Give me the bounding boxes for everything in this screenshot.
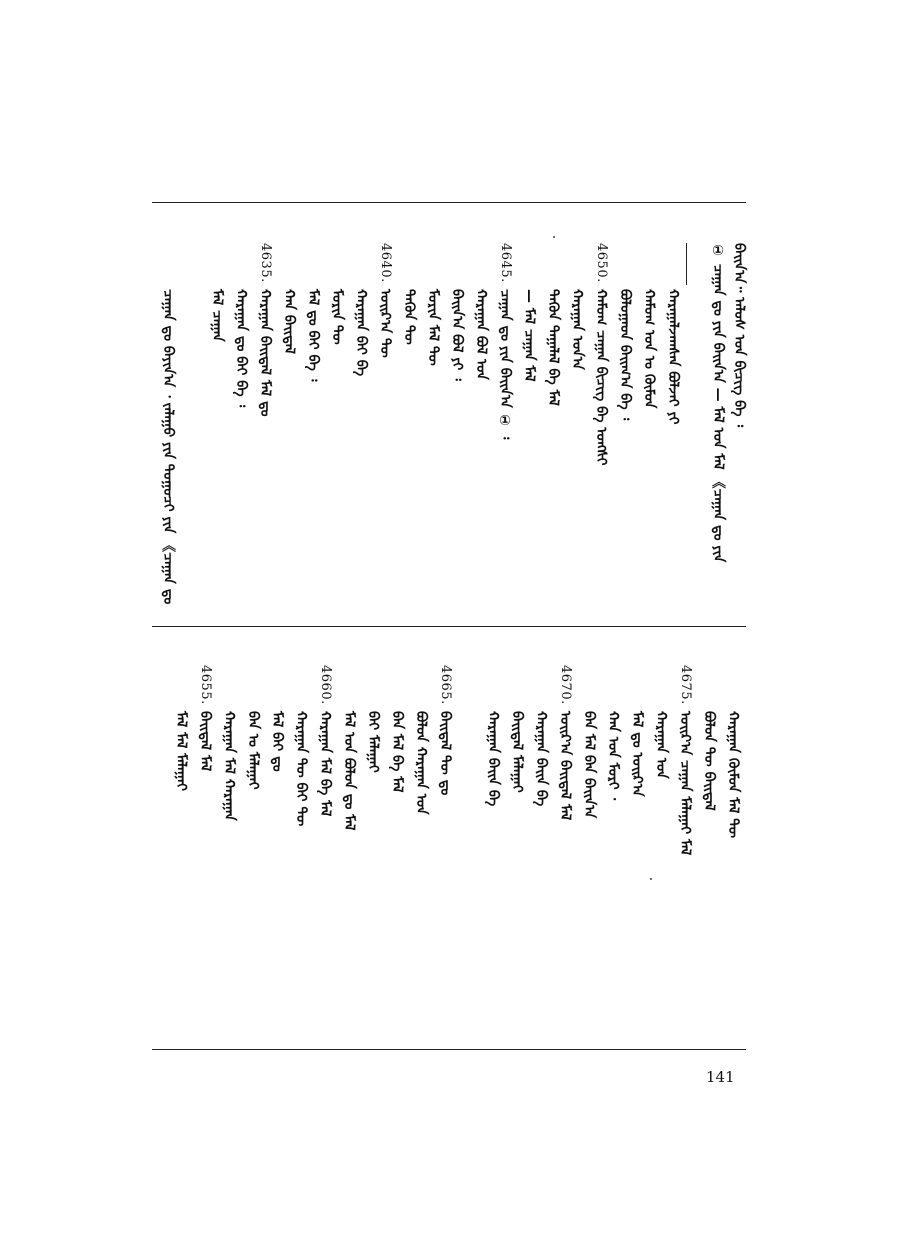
verse-number: 4650. (594, 243, 609, 283)
text-column: ᠬᠠᠨ ᠤᠨ ᠮᠣᠷᠢ ᠂ (605, 711, 621, 801)
text-column: ᠬᠠᠮᠤᠭ ᠤᠨ ᠤ ᠬᠦᠮᠦᠨ (641, 289, 657, 409)
text-column: ᠣᠢᠷ᠎ᠠ ᠲᠦ (377, 289, 393, 358)
text-column: ᠬᠠᠷᠠᠭᠠᠨ ᠳᠤ ᠪᠠᠢ ᠪᠠ ᠄ (233, 289, 249, 408)
text-column: ᠮᠠᠯ ᠳᠤ ᠪᠠᠢ ᠪᠠ ᠄ (305, 289, 321, 382)
text-column: ᠬᠠᠨ ᠪᠠᠢᠳᠠᠯ (281, 289, 297, 355)
text-column: ᠪᠠᠢ᠌ᠨ᠎ᠠ᠃ ᠠᠯᠤᠰ ᠤᠨ ᠪᠢᠴᠢᠭ ᠪᠠ ᠄ (731, 243, 747, 427)
verse-number: 4645. (498, 243, 513, 283)
footnote-text: ① ᠴᠠᠭᠠᠨ ᠳᠤ ᠶᠢᠨ ᠪᠠᠢᠨ᠎ᠠ — ᠮᠠᠯ ᠤᠨ ᠮᠠᠯ 《ᠴᠠᠭᠠᠨ ᠳᠤ ᠶᠢᠨ (710, 243, 726, 563)
verse-number: 4655. (198, 665, 213, 705)
text-column: ᠬᠠᠷᠠᠭᠠᠨ ᠪᠠᠢᠳᠠᠯ ᠮᠠᠯ ᠳᠤ (257, 289, 273, 417)
text-column: ᠬᠠᠷᠠᠭᠠᠨ ᠤᠨ (653, 711, 669, 779)
verse-number: 4660. (318, 665, 333, 705)
text-column: ᠪᠠᠢᠳᠠᠯ ᠮᠠᠯᠠᠭᠠᠢ (509, 711, 525, 793)
text-column: ᠪᠠᠢᠳᠠᠯ ᠲᠦ ᠳᠤ (437, 711, 453, 796)
text-column: ᠪᠠᠢᠨ᠎ᠠ ᠪᠣᠯ ᠶᠢ ᠄ (449, 289, 465, 381)
text-column: ᠮᠠᠯ ᠪᠠᠢ ᠳᠤ (269, 711, 285, 772)
verse-number: 4675. (678, 665, 693, 705)
middle-rule (152, 626, 746, 627)
text-column: ᠪᠠᠨ ᠤ ᠮᠠᠯᠠᠭᠠᠢ (245, 711, 261, 790)
top-section (0, 243, 899, 623)
verse-number: 4640. (378, 243, 393, 283)
text-column: ᠣᠢᠷ᠎ᠠ ᠪᠠᠢᠳᠠᠯ ᠮᠠᠯ (557, 711, 573, 821)
text-column: ᠮᠠᠯ ᠴᠠᠭᠠᠨ (209, 289, 225, 342)
verse-number: 4670. (558, 665, 573, 705)
text-column: — ᠮᠠᠯ ᠴᠠᠭᠠᠨ ᠮᠠᠯ (521, 289, 537, 382)
text-column: ᠲᠡᠭᠦᠨ ᠲᠠᠭᠠᠯᠠᠯ ᠪᠠ ᠮᠠᠯ (545, 289, 561, 406)
text-column: ᠮᠣᠷᠢᠨ ᠮᠠᠯ ᠲᠦ (425, 289, 441, 366)
page-number: 141 (706, 1068, 735, 1086)
footnote-marker: ① (710, 243, 726, 259)
scan-speck (650, 878, 652, 880)
top-rule (152, 202, 746, 203)
text-column: ᠬᠠᠷᠠᠭᠠᠨ ᠪᠠᠢᠨ ᠪᠠ (533, 711, 549, 807)
verse-number: 4635. (258, 243, 273, 283)
text-column: ᠪᠤᠯᠤᠭᠠᠳ ᠪᠠᠢᠭ᠎ᠠ ᠪᠠ ᠄ (617, 289, 633, 421)
bottom-rule (152, 1049, 746, 1050)
verse-number: 4665. (438, 665, 453, 705)
text-column: ᠲᠡᠭᠦᠨ ᠲᠦ (401, 289, 417, 345)
text-column: ᠪᠠᠨ ᠮᠠᠯ ᠪᠠ ᠮᠠᠯ (389, 711, 405, 793)
text-column: ᠬᠠᠷᠠᠭᠠᠨ ᠪᠠᠢᠨ ᠪᠠ (485, 711, 501, 807)
text-column: ᠮᠠᠯ ᠳᠤ ᠣᠢᠷ᠎ᠠ (629, 711, 645, 797)
scan-speck (553, 236, 555, 238)
text-column: ᠬᠠᠷᠠᠭᠠᠨ ᠲᠦ ᠪᠠᠢ ᠲᠦ (293, 711, 309, 827)
text-column: ᠬᠠᠮᠤᠭ ᠴᠠᠭᠠᠨ ᠪᠢᠴᠢᠭ ᠪᠠ ᠤᠩᠰᠢ (593, 289, 609, 466)
text-column: ᠬᠠᠷᠠᠭᠠᠨ ᠪᠠᠢ ᠪᠠ (353, 289, 369, 377)
text-column: ᠮᠣᠷᠢᠨ ᠲᠦ (329, 289, 345, 345)
text-column: ᠬᠠᠷᠠᠭᠠᠨ ᠮᠠᠯ ᠬᠠᠷᠠᠭᠠᠨ (221, 711, 237, 821)
text-column: ᠣᠢᠷ᠎ᠠ ᠴᠠᠭᠠᠨ ᠮᠠᠯᠠᠭᠠᠢ ᠮᠠᠯ (677, 711, 693, 856)
text-column: ᠮᠠᠯ ᠮᠠᠯ ᠮᠠᠯᠠᠭᠠᠢ (173, 711, 189, 791)
text-column: ᠪᠣᠯᠤᠨ ᠬᠠᠷᠠᠭᠠᠨ ᠤᠨ (413, 711, 429, 815)
text-column: ᠬᠠᠷᠠᠭᠠᠨ ᠪᠣᠯ ᠤᠨ (473, 289, 489, 381)
text-column: ᠪᠣᠯᠤᠨ ᠲᠦ ᠪᠠᠢᠳᠠᠯ (701, 711, 717, 811)
text-column: ᠴᠠᠭᠠᠨ ᠳᠤ ᠶᠢᠨ ᠪᠠᠢᠨ᠎ᠠ ① ᠄ (497, 289, 513, 440)
text-column: ᠬᠠᠷᠠᠭᠠᠨ ᠬᠦᠮᠦᠨ ᠮᠠᠯ ᠲᠦ (725, 711, 741, 839)
text-column: ᠴᠠᠭᠠᠨ ᠳᠤ ᠪᠠᠶᠢᠨ᠎ᠠ ᠂ ᠵᠠᠯᠠᠭᠤ ᠶᠢᠨ ᠳᠤᠭᠤᠴᠢ ᠶᠢᠨ 《ᠴᠠᠭᠠᠨ ᠳᠤ (160, 289, 176, 605)
bottom-section (0, 665, 899, 1045)
text-column: ᠪᠠᠢᠳᠠᠯ ᠮᠠᠯ (197, 711, 213, 772)
text-column: ᠬᠠᠷᠠᠭᠠᠨ ᠮᠠᠯ ᠪᠠ ᠮᠠᠯ (317, 711, 333, 817)
text-column: ᠬᠠᠷᠠᠭᠠᠨ ᠤᠨ᠎ᠠ (569, 289, 585, 370)
text-column: ᠮᠠᠯ ᠤᠨ ᠪᠣᠯᠤᠨ ᠳᠤ ᠮᠠᠯ (341, 711, 357, 831)
text-column: ᠪᠠᠨ ᠮᠠᠯ ᠪᠠᠨ ᠪᠠᠢᠨ᠎ᠠ (581, 711, 597, 819)
text-column: ᠪᠠᠢ ᠮᠠᠯᠠᠭᠠᠢ (365, 711, 381, 773)
text-column: ᠬᠠᠷᠠᠭᠠᠯᠵᠠᠭᠰᠠᠨ ᠪᠣᠯᠵᠠᠢ ᠶᠢ (665, 289, 681, 425)
